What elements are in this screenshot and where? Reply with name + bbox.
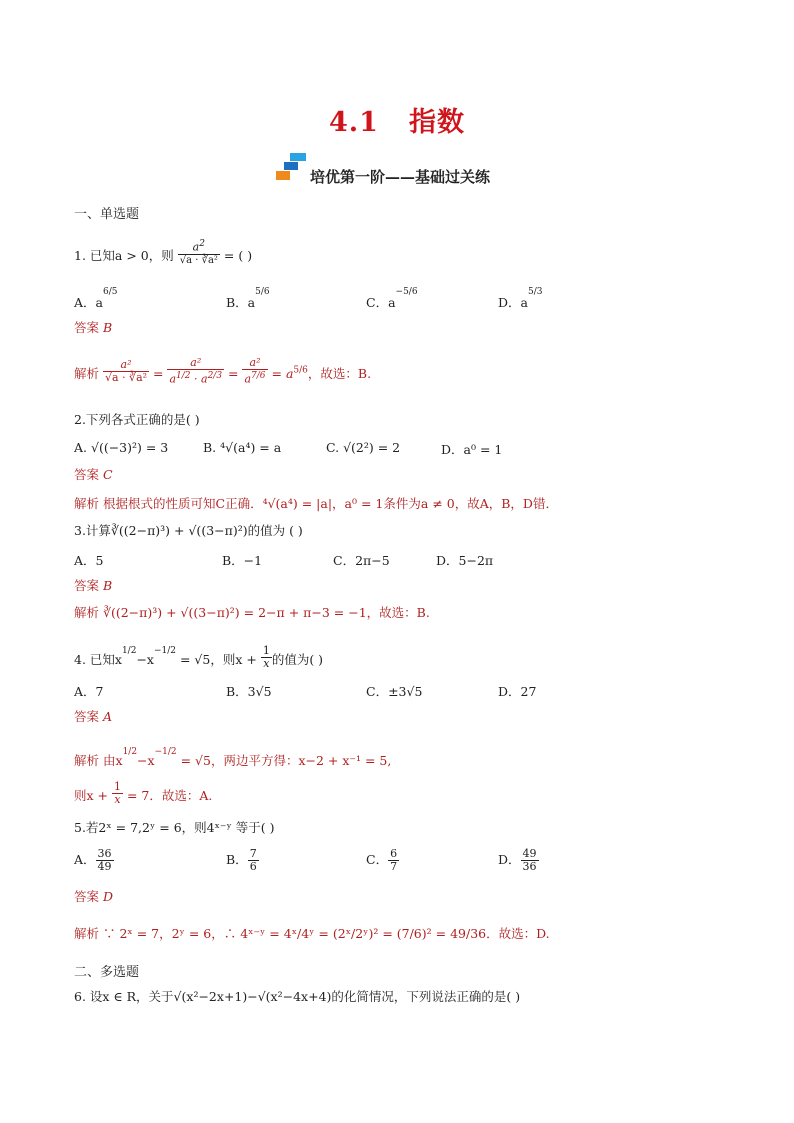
analysis-label: 解析 bbox=[74, 496, 100, 511]
q5-analysis-text: ∵ 2ˣ = 7，2ʸ = 6，∴ 4ˣ⁻ʸ = 4ˣ/4ʸ = (2ˣ/2ʸ)² = (7/6)² = 49/36．故选：D. bbox=[103, 926, 550, 941]
q2-analysis-text: 根据根式的性质可知C正确．⁴√(a⁴) = |a|，a⁰ = 1条件为a ≠ 0，故A，B，D错． bbox=[103, 496, 558, 511]
q1-analysis-tail: ，故选：B. bbox=[307, 365, 372, 381]
answer-label: 答案 bbox=[74, 709, 100, 724]
q1-fraction: $\frac{a^2}{\text{√a · ∛a²}}$ bbox=[179, 239, 218, 266]
q5-option-a: A． $\frac{36}{49}$ bbox=[74, 847, 112, 873]
q3-answer bbox=[74, 578, 112, 594]
q5-analysis bbox=[74, 926, 550, 942]
q4-stem: 4. 已知$x^{1/2}-x^{-1/2} = √5$，则x + $\frac{1}{x}$ 的值为( ) bbox=[74, 644, 324, 670]
q5-option-d: D． $\frac{49}{36}$ bbox=[498, 847, 537, 873]
section-multiple-choice: 二、多选题 bbox=[74, 965, 140, 980]
q5-answer-value: D bbox=[103, 889, 114, 904]
q4-answer bbox=[74, 709, 112, 725]
q3-option-a: A．5 bbox=[74, 553, 104, 568]
q4-stem-b: −x bbox=[136, 652, 154, 667]
q2-analysis bbox=[74, 496, 558, 512]
q4-stem-c: = √5，则x + bbox=[176, 652, 261, 667]
q1-tail: = ( ) bbox=[223, 247, 253, 263]
q1-stem-text: 1. 已知a > 0，则 bbox=[74, 247, 174, 263]
analysis-label: 解析 bbox=[74, 605, 100, 620]
answer-label: 答案 bbox=[74, 578, 100, 593]
q1-option-a: A．$a^{6/5}$ bbox=[74, 286, 118, 310]
q3-stem: 3.计算∛((2−π)³) + √((3−π)²)的值为 ( ) bbox=[74, 523, 303, 538]
q2-option-b: B. ⁴√(a⁴) = a bbox=[203, 440, 282, 455]
title-number: 4.1 bbox=[329, 107, 379, 138]
q3-analysis-text: ∛((2−π)³) + √((3−π)²) = 2−π + π−3 = −1，故选：B. bbox=[103, 605, 430, 620]
q4-stem-a: 4. 已知x bbox=[74, 652, 122, 667]
q4-option-b: B．3√5 bbox=[226, 684, 272, 699]
q1-option-c: C．$a^{-5/6}$ bbox=[366, 286, 418, 310]
q4-option-c: C．±3√5 bbox=[366, 684, 423, 699]
subtitle: 培优第一阶——基础过关练 bbox=[310, 168, 491, 186]
q4-stem-d: 的值为( ) bbox=[271, 652, 324, 667]
q4-analysis-text: = √5，两边平方得：x−2 + x⁻¹ = 5, bbox=[176, 753, 392, 769]
q4-option-d: D．27 bbox=[498, 684, 537, 699]
q2-answer-value: C bbox=[103, 467, 113, 482]
q1-stem bbox=[74, 239, 253, 271]
q1-analysis: 解析 $\frac{\text{a²}}{\text{√a · ∛a²}}$ = $\frac{\text{a²}}{a^{1/2} \cdot a^{2/3}}$ = $\frac{\text{a²}}{a^{7/6}}$ = $a^{5/6}$，故选：B. bbox=[74, 356, 372, 386]
analysis-label: 解析 bbox=[74, 753, 100, 769]
q3-option-b: B．−1 bbox=[222, 553, 263, 568]
q4-option-a: A．7 bbox=[74, 684, 104, 699]
q3-option-d: D．5−2π bbox=[436, 553, 494, 568]
page-title bbox=[0, 100, 794, 139]
q6-stem: 6. 设x ∈ R，关于√(x²−2x+1)−√(x²−4x+4)的化简情况，下列说法正确的是( ) bbox=[74, 989, 521, 1004]
q4-analysis-pre: 由x bbox=[103, 753, 123, 769]
q1-answer bbox=[74, 320, 112, 336]
q2-option-c: C. √(2²) = 2 bbox=[326, 440, 401, 455]
q1-answer-value: B bbox=[103, 320, 113, 335]
q2-answer bbox=[74, 467, 113, 483]
q5-stem: 5.若2ˣ = 7,2ʸ = 6，则4ˣ⁻ʸ 等于( ) bbox=[74, 820, 275, 835]
title-text: 指数 bbox=[408, 107, 465, 138]
q4-analysis2-pre: 则x + bbox=[74, 788, 112, 803]
q2-option-d: D．a⁰ = 1 bbox=[441, 442, 503, 457]
answer-label: 答案 bbox=[74, 889, 100, 904]
q4-analysis2-post: = 7．故选：A. bbox=[122, 788, 213, 803]
section-single-choice: 一、单选题 bbox=[74, 207, 140, 222]
q1-option-d: D．$a^{5/3}$ bbox=[498, 286, 543, 310]
q3-option-c: C．2π−5 bbox=[333, 553, 390, 568]
q3-answer-value: B bbox=[103, 578, 113, 593]
q1-option-b: B．$a^{5/6}$ bbox=[226, 286, 270, 310]
q5-option-b: B． $\frac{7}{6}$ bbox=[226, 847, 257, 873]
section-logo-icon bbox=[276, 153, 308, 181]
q3-analysis bbox=[74, 605, 430, 621]
q2-stem: 2.下列各式正确的是( ) bbox=[74, 412, 200, 427]
analysis-label: 解析 bbox=[74, 365, 100, 381]
q4-analysis-line2: 则x + $\frac{1}{x}$ = 7．故选：A. bbox=[74, 780, 213, 806]
q2-option-a: A. √((−3)²) = 3 bbox=[74, 440, 169, 455]
q4-analysis-line1: 解析 由$x^{1/2}-x^{-1/2} = √5$，两边平方得：x−2 + x⁻¹ = 5, bbox=[74, 747, 392, 769]
q5-answer bbox=[74, 889, 113, 905]
answer-label: 答案 bbox=[74, 467, 100, 482]
q4-answer-value: A bbox=[103, 709, 113, 724]
analysis-label: 解析 bbox=[74, 926, 100, 941]
answer-label: 答案 bbox=[74, 320, 100, 335]
q5-option-c: C． $\frac{6}{7}$ bbox=[366, 847, 398, 873]
